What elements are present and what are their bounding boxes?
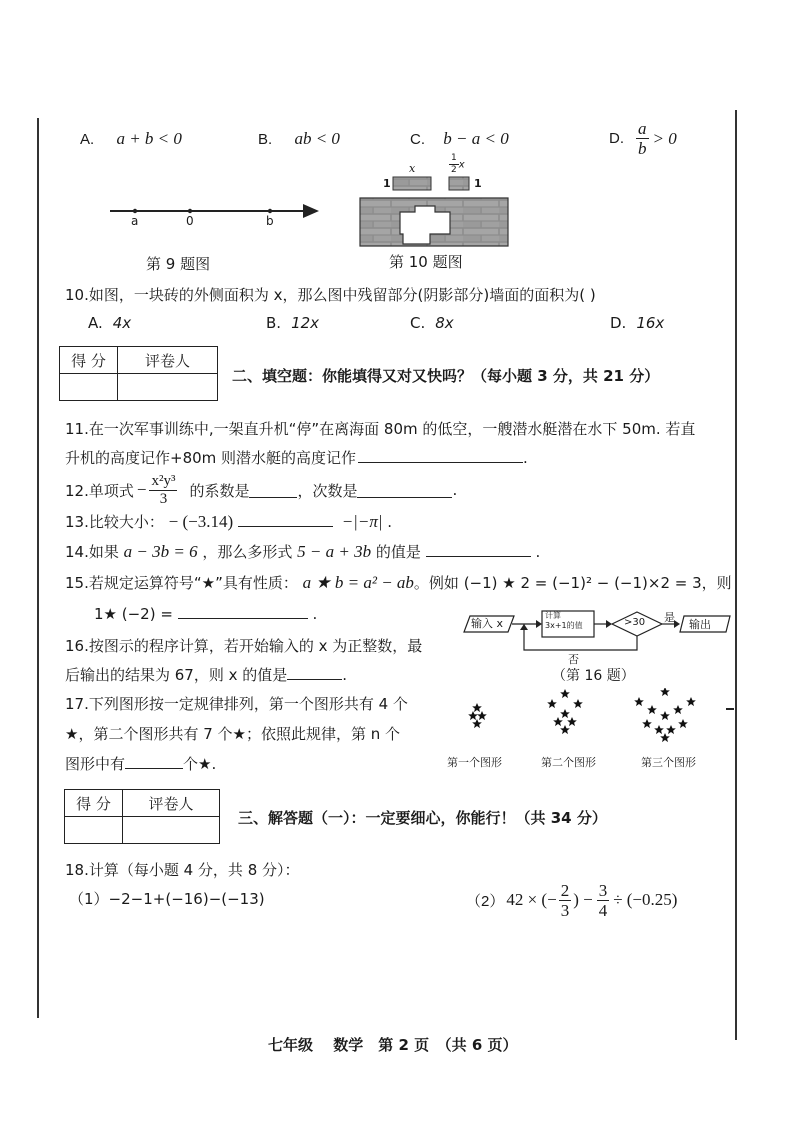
- q18-title: 18.计算（每小题 4 分，共 8 分）：: [65, 861, 300, 879]
- q12-degree-blank[interactable]: [357, 483, 452, 498]
- q10-option-b: B. 12x: [266, 314, 320, 332]
- left-margin-line: [37, 118, 39, 1018]
- score-header: 得 分: [60, 347, 118, 374]
- q18-part2: （2） 42 × (− $\frac{2}{3}$ ) − $\frac{3}{4}$ ÷ (−0.25): [466, 880, 678, 920]
- q15-line1: 15.若规定运算符号“★”具有性质： a ★ b = a² − ab。例如 (−1) ★ 2 = (−1)² − (−1)×2 = 3，则: [65, 573, 732, 592]
- flow-output: 输出: [689, 618, 711, 631]
- flowchart-figure: [462, 604, 737, 660]
- brick-label-1-left: 1: [383, 177, 391, 190]
- q11-line2: 升机的高度记作+80m 则潜水艇的高度记作 .: [65, 449, 528, 467]
- score-table-section2: [59, 346, 218, 401]
- star-caption-3: 第三个图形: [641, 756, 696, 769]
- number-line-label-b: b: [266, 214, 274, 228]
- grader-header: 评卷人: [123, 790, 220, 817]
- brick-label-x: x: [409, 162, 416, 175]
- q14-answer-blank[interactable]: [426, 542, 531, 557]
- q16-answer-blank[interactable]: [287, 665, 342, 680]
- section2-title: 二、填空题：你能填得又对又快吗？（每小题 3 分，共 21 分）: [232, 367, 660, 385]
- q18-fraction-3-4: $\frac{3}{4}$: [598, 880, 608, 920]
- score-header: 得 分: [65, 790, 123, 817]
- q11-answer-blank[interactable]: [358, 448, 523, 463]
- q18-part1: （1）−2−1+(−16)−(−13): [69, 890, 265, 908]
- q9-option-d: D. $\frac{a}{b}$ > 0: [609, 119, 677, 158]
- q17-line2: ★，第二个图形共有 7 个★；依照此规律，第 n 个: [65, 725, 401, 743]
- flow-calc: 计算 3x+1的值: [545, 611, 583, 630]
- fraction-a-over-b: $\frac{a}{b}$: [638, 119, 647, 158]
- flow-no: 否: [568, 653, 579, 666]
- q11-line1: 11.在一次军事训练中,一架直升机“停”在离海面 80m 的低空，一艘潜水艇潜在水下 50m. 若直: [65, 420, 696, 438]
- right-margin-line: [735, 110, 737, 1040]
- flow-yes: 是: [664, 611, 675, 624]
- q17-answer-blank[interactable]: [125, 754, 183, 769]
- star-caption-2: 第二个图形: [541, 756, 596, 769]
- q9-option-a: A. a + b < 0: [80, 129, 182, 148]
- q13: 13.比较大小： − (−3.14) −|−π| .: [65, 512, 393, 531]
- q17-line3: 图形中有 个★.: [65, 755, 217, 773]
- brick-label-half-x: $\frac{1}{2}$ x: [451, 153, 465, 175]
- q15-answer-blank[interactable]: [178, 604, 308, 619]
- q13-compare-blank[interactable]: [238, 512, 333, 527]
- edge-mark: [726, 708, 734, 710]
- grader-cell[interactable]: [118, 374, 218, 401]
- q15-line2: 1★ (−2) = .: [94, 605, 318, 623]
- q9-option-c: C. b − a < 0: [410, 129, 509, 148]
- q10-option-d: D. 16x: [610, 314, 665, 332]
- score-cell[interactable]: [60, 374, 118, 401]
- flow-caption: （第 16 题）: [552, 668, 635, 684]
- grader-header: 评卷人: [118, 347, 218, 374]
- number-line-label-0: 0: [186, 214, 194, 228]
- q9-option-b: B. ab < 0: [258, 129, 340, 148]
- score-table-section3: [64, 789, 220, 844]
- q10-text: 10.如图，一块砖的外侧面积为 x，那么图中残留部分(阴影部分)墙面的面积为( ): [65, 286, 596, 304]
- q12-coefficient-blank[interactable]: [249, 483, 297, 498]
- section3-title: 三、解答题（一）：一定要细心，你能行！（共 34 分）: [238, 809, 607, 827]
- q12-fraction: $\frac{\text{x²y³}}{3}$: [151, 472, 176, 507]
- q14: 14.如果 a − 3b = 6 ，那么多形式 5 − a + 3b 的值是 .: [65, 542, 541, 561]
- flow-input: 输入 x: [471, 617, 504, 630]
- star-caption-1: 第一个图形: [447, 756, 502, 769]
- fig10-caption: 第 10 题图: [389, 253, 463, 271]
- q10-option-a: A. 4x: [88, 314, 132, 332]
- page-footer: 七年级 数学 第 2 页 （共 6 页）: [268, 1036, 518, 1054]
- brick-label-1-right: 1: [474, 177, 482, 190]
- q17-line1: 17.下列图形按一定规律排列，第一个图形共有 4 个: [65, 695, 408, 713]
- q10-option-c: C. 8x: [410, 314, 454, 332]
- q12: 12.单项式 − $\frac{\text{x²y³}}{3}$ 的系数是 ，次数是 .: [65, 472, 458, 507]
- brick-wall-figure: [355, 172, 515, 252]
- q16-line2: 后输出的结果为 67，则 x 的值是 .: [65, 666, 348, 684]
- number-line-label-a: a: [131, 214, 139, 228]
- grader-cell[interactable]: [123, 817, 220, 844]
- score-cell[interactable]: [65, 817, 123, 844]
- q16-line1: 16.按图示的程序计算，若开始输入的 x 为正整数，最: [65, 637, 423, 655]
- fig9-caption: 第 9 题图: [146, 255, 211, 273]
- star-pattern-figure: [455, 688, 715, 748]
- q18-fraction-2-3: $\frac{2}{3}$: [560, 880, 570, 920]
- flow-condition: >30: [624, 617, 646, 628]
